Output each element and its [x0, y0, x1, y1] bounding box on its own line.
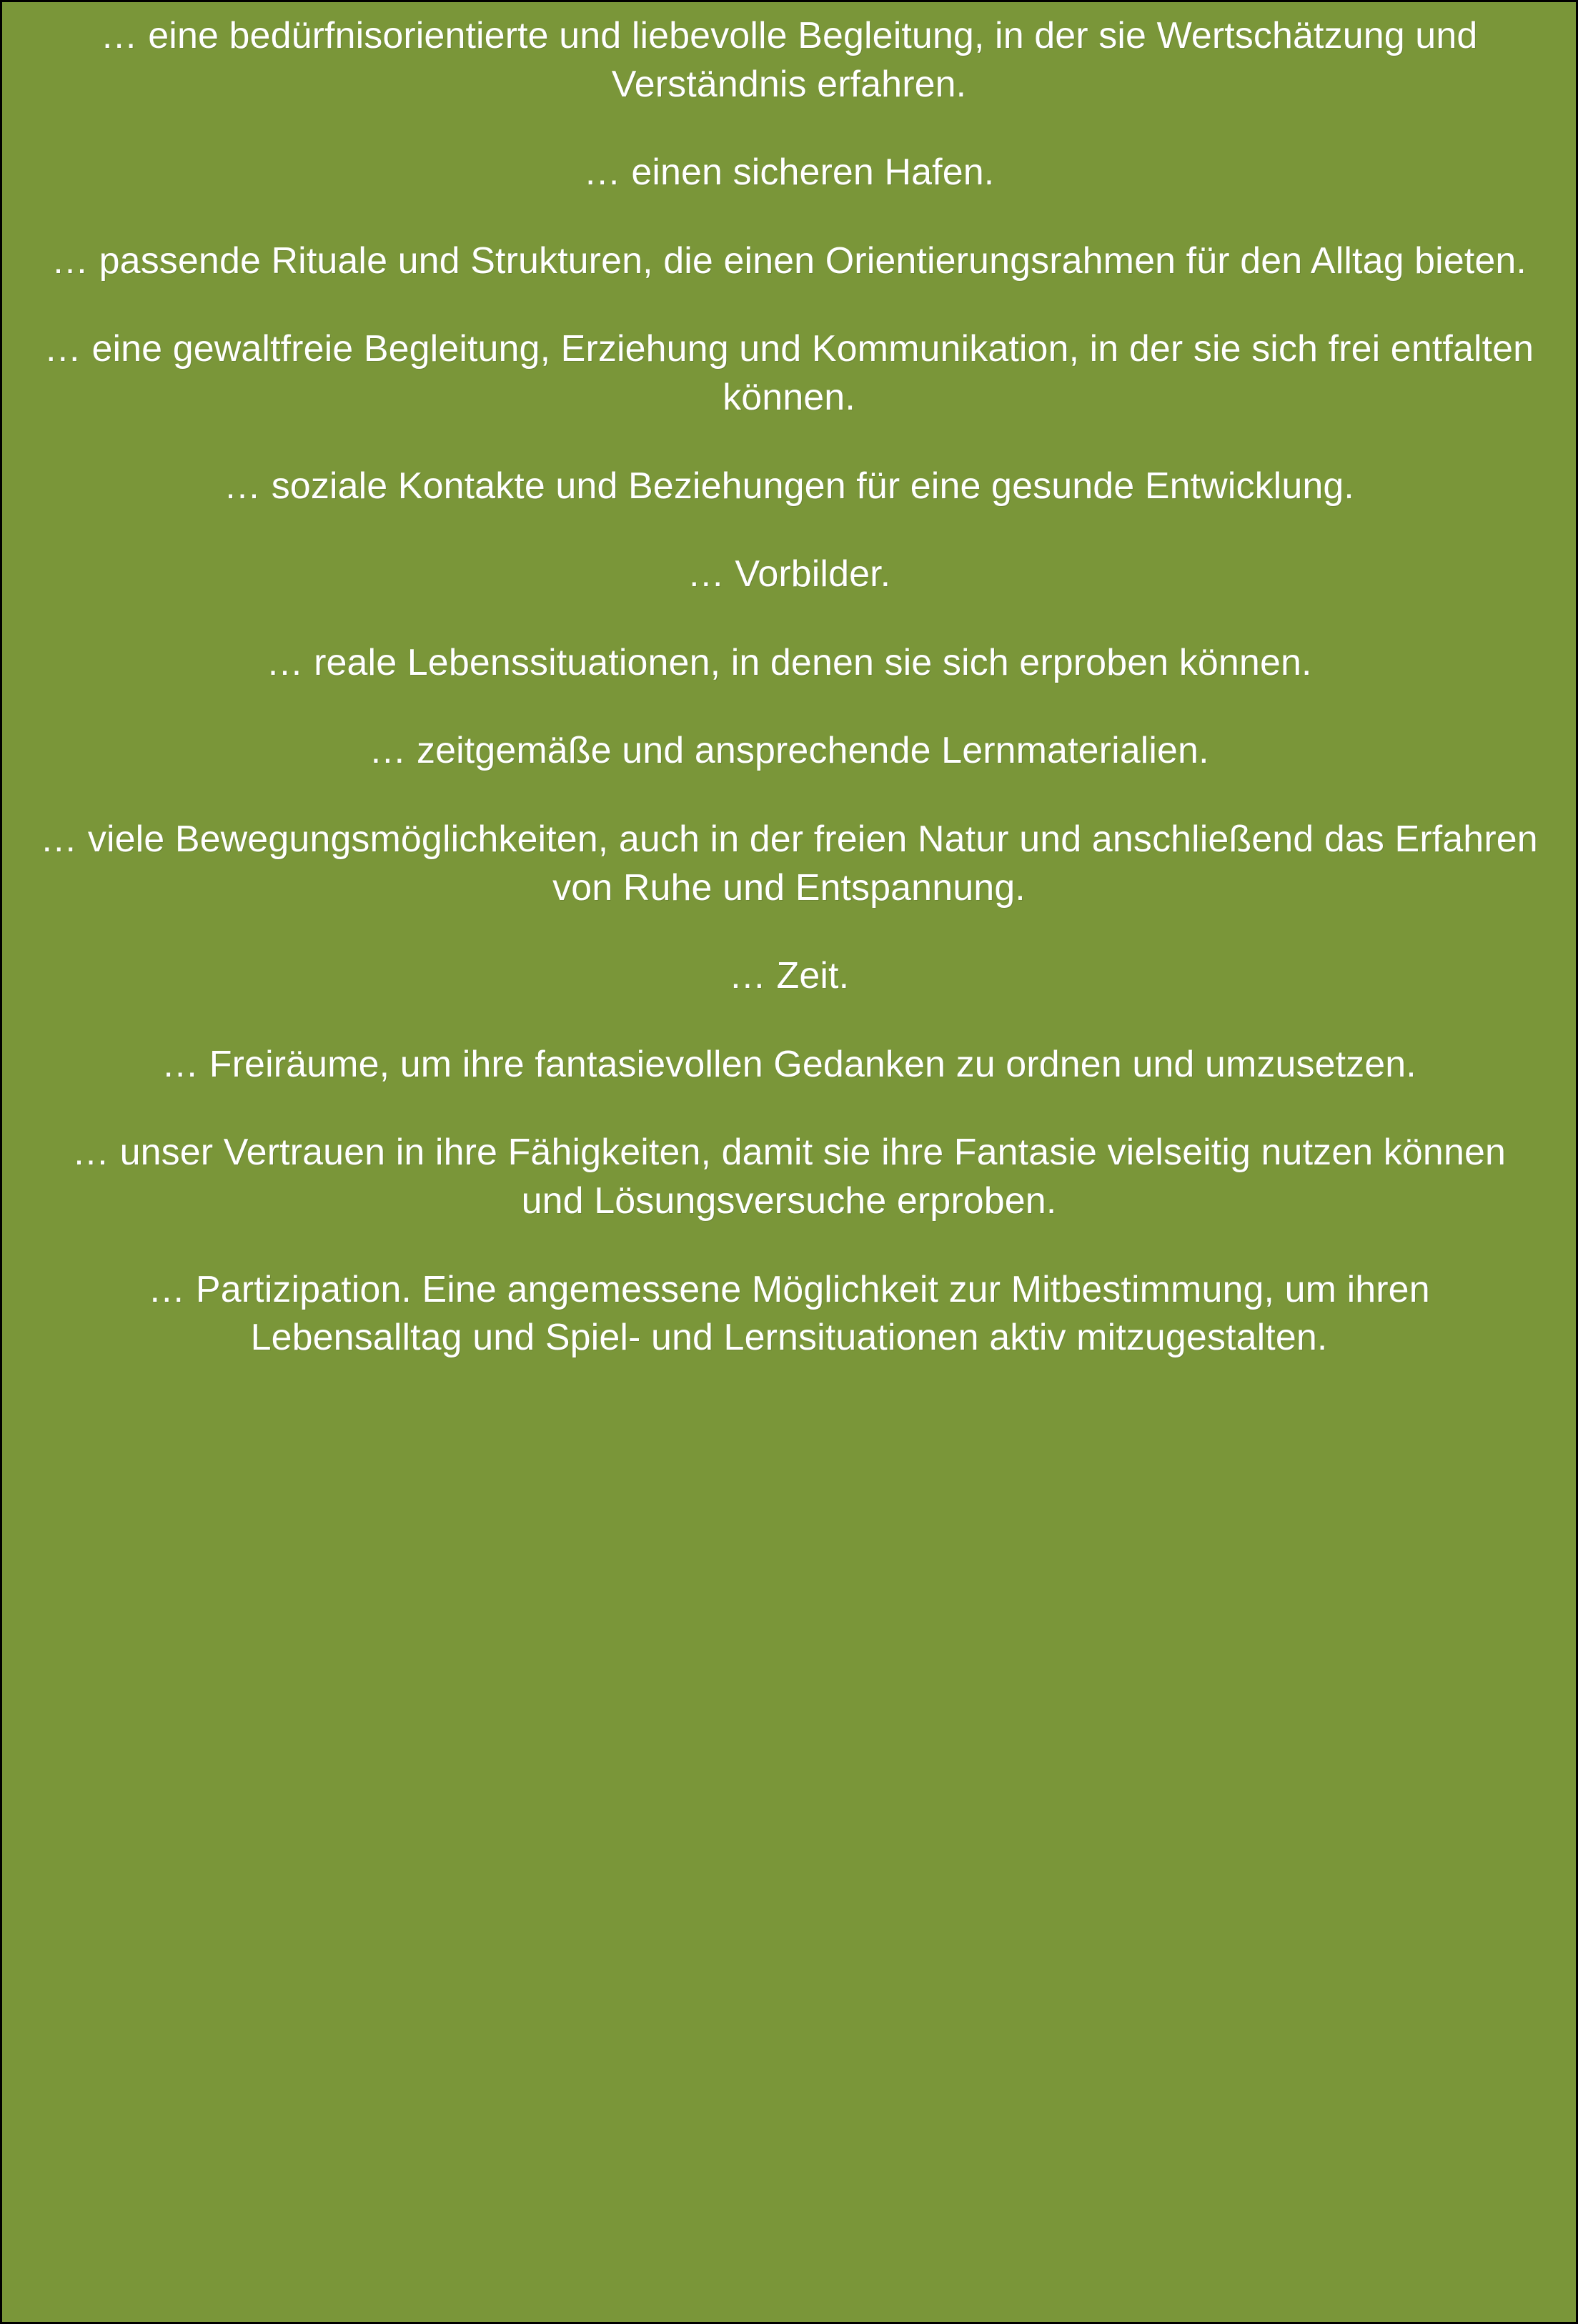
statement-line: … Vorbilder.	[687, 553, 891, 595]
statement-line: … reale Lebenssituationen, in denen sie sich erproben können.	[266, 641, 1312, 683]
statement-line: … Freiräume, um ihre fantasievollen Gedanken zu ordnen und umzusetzen.	[162, 1043, 1416, 1085]
statement-line: … unser Vertrauen in ihre Fähigkeiten, damit sie ihre Fantasie vielseitig nutzen können und Lösungsversuche erproben.	[71, 1132, 1507, 1222]
statement-line: … eine gewaltfreie Begleitung, Erziehung und Kommunikation, in der sie sich frei entfalten können.	[44, 328, 1534, 418]
statement-line: … viele Bewegungsmöglichkeiten, auch in der freien Natur und anschließend das Erfahren von Ruhe und Entspannung.	[40, 818, 1538, 909]
statement-line: … soziale Kontakte und Beziehungen für eine gesunde Entwicklung.	[224, 465, 1354, 507]
statement-line: … zeitgemäße und ansprechende Lernmaterialien.	[369, 730, 1209, 772]
statement-line: … Zeit.	[728, 955, 850, 997]
statement-line: … passende Rituale und Strukturen, die einen Orientierungsrahmen für den Alltag bieten.	[51, 239, 1527, 282]
statement-list	[2, 2, 1576, 1363]
statement-line: … Partizipation. Eine angemessene Möglichkeit zur Mitbestimmung, um ihren Lebensalltag und Spiel- und Lernsituationen aktiv mitzugestalten.	[148, 1268, 1430, 1359]
statement-line: … eine bedürfnisorientierte und liebevolle Begleitung, in der sie Wertschätzung und Verständnis erfahren.	[100, 15, 1478, 105]
statement-line: … einen sicheren Hafen.	[583, 152, 995, 194]
